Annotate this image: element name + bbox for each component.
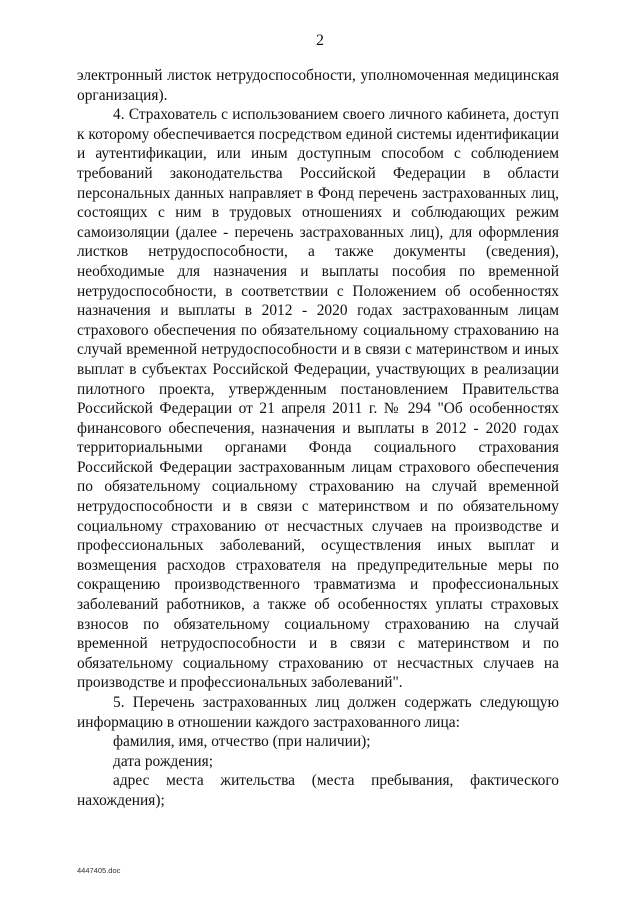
footer-doc-code: 4447405.doc — [77, 866, 121, 875]
paragraph-item-4: 4. Страхователь с использованием своего личного кабинета, доступ к которому обеспечивается посредством единой системы идентификации и аутентификации, или иным доступным способом с соблюдением требований законодательства Российской Федерации в области персональных данных направляет в Фонд перечень застрахованных лиц, состоящих с ним в трудовых отношениях и соблюдающих режим самоизоляции (далее - перечень застрахованных лиц), для оформления листков нетрудоспособности, а также документы (сведения), необходимые для назначения и выплаты пособия по временной нетрудоспособности, в соответствии с Положением об особенностях назначения и выплаты в 2012 - 2020 годах застрахованным лицам страхового обеспечения по обязательному социальному страхованию на случай временной нетрудоспособности и в связи с материнством и иных выплат в субъектах Российской Федерации, участвующих в реализации пилотного проекта, утвержденным постановлением Правительства Российской Федерации от 21 апреля 2011 г. № 294 "Об особенностях финансового обеспечения, назначения и выплаты в 2012 - 2020 годах территориальными органами Фонда социального страхования Российской Федерации застрахованным лицам страхового обеспечения по обязательному социальному страхованию на случай временной нетрудоспособности и в связи с материнством и по обязательному социальному страхованию от несчастных случаев на производстве и профессиональных заболеваний, осуществления иных выплат и возмещения расходов страхователя на предупредительные меры по сокращению производственного травматизма и профессиональных заболеваний работников, а также об особенностях уплаты страховых взносов по обязательному социальному страхованию на случай временной нетрудоспособности и в связи с материнством и по обязательному социальному страхованию от несчастных случаев на производстве и профессиональных заболеваний". — [77, 106, 559, 692]
paragraph-item-5: 5. Перечень застрахованных лиц должен содержать следующую информацию в отношении каждого застрахованного лица: — [77, 694, 559, 731]
list-item-full-name: фамилия, имя, отчество (при наличии); — [113, 733, 371, 751]
document-body — [77, 66, 559, 811]
paragraph-continuation: электронный листок нетрудоспособности, уполномоченная медицинская организация). — [77, 67, 559, 104]
list-item-birth-date: дата рождения; — [113, 752, 213, 770]
list-item-address: адрес места жительства (места пребывания, фактического нахождения); — [77, 772, 559, 809]
page-number: 2 — [316, 32, 324, 49]
